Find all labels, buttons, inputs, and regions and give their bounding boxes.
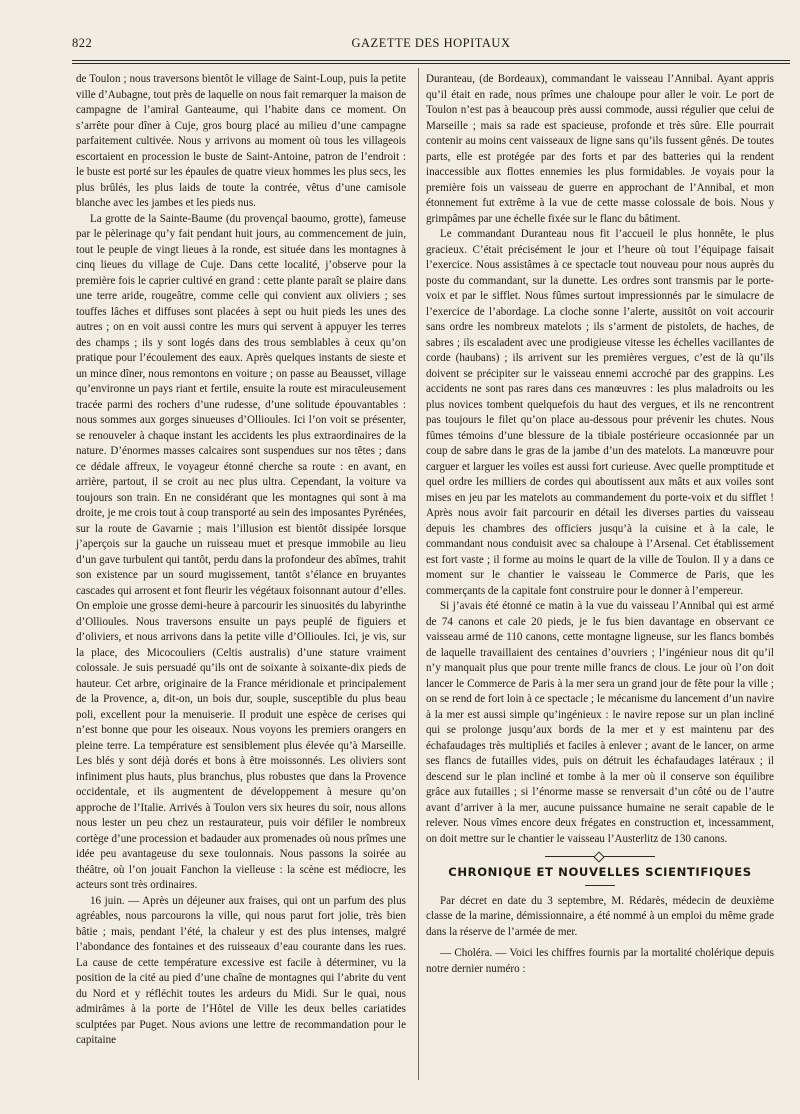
right-column	[426, 72, 774, 977]
left-column	[76, 72, 406, 1049]
paragraph: 16 juin. — Après un déjeuner aux fraises, qui ont un parfum des plus agréables, nous parcourons la ville, qui nous parut fort jolie, très bien bâtie ; mais, pendant l’été, la chaleur y est des plus intenses, malgré l’abondance des fontaines et des ruisseaux d’eau courante dans les rues. La cause de cette température excessive est facile à déterminer, vu la position de la cité au pied d’une chaîne de montagnes qui l’abrite du vent du Nord et y réfléchit toutes les ardeurs du Midi. Sur le quai, nous admirâmes à la porte de l’Hôtel de Ville les deux belles cariatides sculptées par Puget. Nous avions une lettre de recommandation pour le capitaine	[76, 894, 406, 1046]
page-number: 822	[72, 36, 93, 50]
news-item: Par décret en date du 3 septembre, M. Rédarès, médecin de deuxième classe de la marine, démissionnaire, a été nommé à un emploi du même grade dans la réserve de l’armée de mer.	[426, 894, 774, 938]
header-rule-bottom	[72, 63, 790, 64]
title-underline	[585, 885, 615, 886]
paragraph: Si j’avais été étonné ce matin à la vue du vaisseau l’Annibal qui est armé de 74 canons et cale 20 pieds, je le fus bien davantage en observant ce vaisseau armé de 110 canons, cette montagne ligneuse, sur les flancs bombés de laquelle travaillaient des centaines d’ouvriers ; l’ingénieur nous dit qu’il n’y manquait plus que pour trente mille francs de clous. Le jour où l’on doit lancer le Commerce de Paris à la mer sera un grand jour de fête pour la ville ; on se rend de fort loin à ce spectacle ; le mécanisme du lancement d’un navire à la mer est aussi simple qu’ingénieux : le navire repose sur un plan incliné qui se prolonge jusqu’aux bords de la mer et y est maintenu par des échafaudages très multipliés et faciles à enlever ; avant de le lancer, on arme ses flancs de futailles vides, puis on détruit les échafaudages latéraux ; il descend sur le plan incliné et tombe à la mer où il conserve son équilibre grâce aux futailles ; si l’énorme masse se renversait d’un côté ou de l’autre avant d’arriver à la mer, aucune puissance humaine ne serait capable de le relever. Nous vîmes encore deux frégates en construction et, incessamment, on doit mettre sur le chantier le vaisseau l’Austerlitz de 130 canons.	[426, 600, 774, 845]
column-separator	[418, 68, 419, 1080]
paragraph: de Toulon ; nous traversons bientôt le village de Saint-Loup, puis la petite ville d’Aubagne, tout près de laquelle on nous fait remarquer la maison de campagne de l’amiral Ganteaume, qui l’habite dans ce moment. On s’arrête pour dîner à Cuje, gros bourg placé au milieu d’une campagne parfaitement cultivée. Nous y arrivons au moment où tous les villageois escortaient en procession le buste de Saint-Antoine, patron de l’endroit : le buste est porté sur les épaules de quatre vieux hommes les plus secs, les plus brûlés, les plus laids de toute la contrée, vêtus d’une camisole blanche avec les jambes et les pieds nus.	[76, 73, 406, 209]
journal-title: GAZETTE DES HOPITAUX	[351, 36, 511, 50]
paragraph: Duranteau, (de Bordeaux), commandant le vaisseau l’Annibal. Ayant appris qu’il était en rade, nous prîmes une chaloupe pour aller le voir. Le port de Toulon n’est pas à beaucoup près aussi commode, aussi régulier que celui de Marseille ; mais sa rade est spacieuse, profonde et très sûre. Elle pourrait contenir au moins cent vaisseaux de ligne sans qu’ils fussent gênés. De toutes parts, elle est protégée par des forts et par des batteries qui la rendent inaccessible aux flottes ennemies les plus formidables. Je voyais pour la première fois un vaisseau de guerre en approchant de l’Annibal, et mon étonnement fut extrême à la vue de cette masse colossale de bois. Nous y grimpâmes par une échelle fixée sur le flanc du bâtiment.	[426, 73, 774, 225]
section-divider	[545, 856, 655, 857]
running-header	[72, 36, 790, 54]
section-title: CHRONIQUE ET NOUVELLES SCIENTIFIQUES	[448, 865, 752, 879]
paragraph: La grotte de la Sainte-Baume (du provençal baoumo, grotte), fameuse par le pèlerinage qu’y fait pendant huit jours, au commencement de juin, tout le peuple de vingt lieues à la ronde, est située dans les montagnes à cinq lieues du village de Cuje. Dans cette localité, j’observe pour la première fois le caprier cultivé en grand : cette plante paraît se plaire dans une terre aride, rougeâtre, comme celle qui convient aux oliviers ; ses touffes lâches et diffuses sont placées à sept ou huit pieds les unes des autres ; on en voit aussi contre les murs qui servent à appuyer les terres des champs ; ils y sont logés dans des trous semblables à ceux qu’on pratique pour l’écoulement des eaux. Après quelques instants de sieste et un mince dîner, nous remontons en voiture ; on passe au Beausset, village qu’environne un pays riant et fertile, ensuite la route est miraculeusement tracée parmi des rochers d’une rudesse, d’une solitude épouvantables : nous sommes aux gorges sinueuses d’Ollioules. Ici l’on voit se présenter, se renouveler à chaque instant les accidents les plus extraordinaires de la nature. D’énormes masses calcaires sont suspendues sur nos têtes ; dans ce dédale affreux, le voyageur étonné cherche sa route : en avant, en arrière, partout, il se croit au nec plus ultra. Cependant, la voiture va toujours son train. En ne considérant que les montagnes qui sont à ma droite, je me crois tout à coup transporté au sein des imposantes Pyrénées, sur la route de Gavarnie ; mais l’illusion est bientôt dissipée lorsque j’aperçois sur la gauche un ruisseau muet et presque immobile au lieu d’un gave turbulent qui tantôt, perdu dans la profondeur des abîmes, trahit son existence par un sourd mugissement, tantôt s’élance en bruyantes cascades qui arrosent et font fleurir les végétaux foisonnant autour d’elles. On emploie une grosse demi-heure à parcourir les sinuosités du labyrinthe d’Ollioules. Nous traversons ensuite un pays peuplé de figuiers et d’oliviers, et nous arrivons dans la petite ville d’Ollioules. Ici, je vis, sur la place, des Micocouliers (Celtis australis) d’une stature vraiment colossale. Je suis persuadé qu’ils ont de soixante à soixante-dix pieds de hauteur. Cet arbre, originaire de la France méridionale et principalement de la Provence, a, dit-on, un bois dur, souple, susceptible du plus beau poli, excellent pour la menuiserie. Il produit une espèce de cerises qui n’est bonne que pour les oiseaux. Nous voyons les premiers orangers en pleine terre. La température est sensiblement plus élevée qu’à Marseille. Les blés y sont déjà dorés et bons à être moissonnés. Les oliviers sont infiniment plus hauts, plus branchus, plus robustes que dans la Provence occidentale, et ils augmentent de développement à mesure qu’on approche de l’Italie. Arrivés à Toulon vers six heures du soir, nous allons nous lester un peu chez un restaurateur, puis voir défiler le nombreux cortège d’une procession et badauder aux promenades où nous prîmes une idée peu avantageuse du sexe toulonnais. Nous passons la soirée au théâtre, où l’on jouait Fanchon la vielleuse : la scène est médiocre, les acteurs sont très ordinaires.	[76, 212, 406, 891]
paragraph: Le commandant Duranteau nous fit l’accueil le plus honnête, le plus gracieux. C’était précisément le jour et l’heure où tout l’équipage faisait l’exercice. Nous assistâmes à ce spectacle tout nouveau pour nous auprès du poste du commandant, sur la dunette. Les ordres sont transmis par le porte-voix et par le sifflet. Nous fûmes surtout impressionnés par le simulacre de l’exercice de l’abordage. La cloche sonne l’alerte, aussitôt on voit accourir sans ordre les nombreux matelots ; ils s’arment de pistolets, de haches, de sabres ; ils escaladent avec une prodigieuse vitesse les échelles vacillantes de corde (haubans) ; ils arrivent sur les premières vergues, c’est de là qu’ils doivent se précipiter sur le vaisseau ennemi accroché par des grappins. Les accidents ne sont pas rares dans ces manœuvres : les plus maladroits ou les plus novices tombent quelquefois du haut des vergues, et ils ne rencontrent pas toujours le filet qu’on place au-dessous pour prévenir les chutes. Nous fûmes témoins d’une blessure de la tibiale postérieure occasionnée par un coup de sabre dans le gras de la jambe d’un des matelots. La manœuvre pour carguer et larguer les voiles est aussi fort curieuse. Avec quelle promptitude et quel ordre les milliers de cordes qui aboutissent aux mâts et aux voiles sont mises en jeu par les matelots au commandement du porte-voix et du sifflet ! Après nous avoir fait parcourir en détail les diverses parties du vaisseau depuis les chambres des officiers jusqu’à la cuisine et à la cale, le commandant nous conduisit avec sa chaloupe à l’Arsenal. Cet établissement est fort vaste ; il forme au moins le quart de la ville de Toulon. Il y a dans ce moment sur le chantier le vaisseau le Commerce de Paris, que les commerçants de la capitale font construire pour le donner à l’empereur.	[426, 228, 774, 597]
news-item: — Choléra. — Voici les chiffres fournis par la mortalité cholérique depuis notre dernier numéro :	[426, 947, 774, 975]
header-rule-top	[72, 60, 790, 61]
